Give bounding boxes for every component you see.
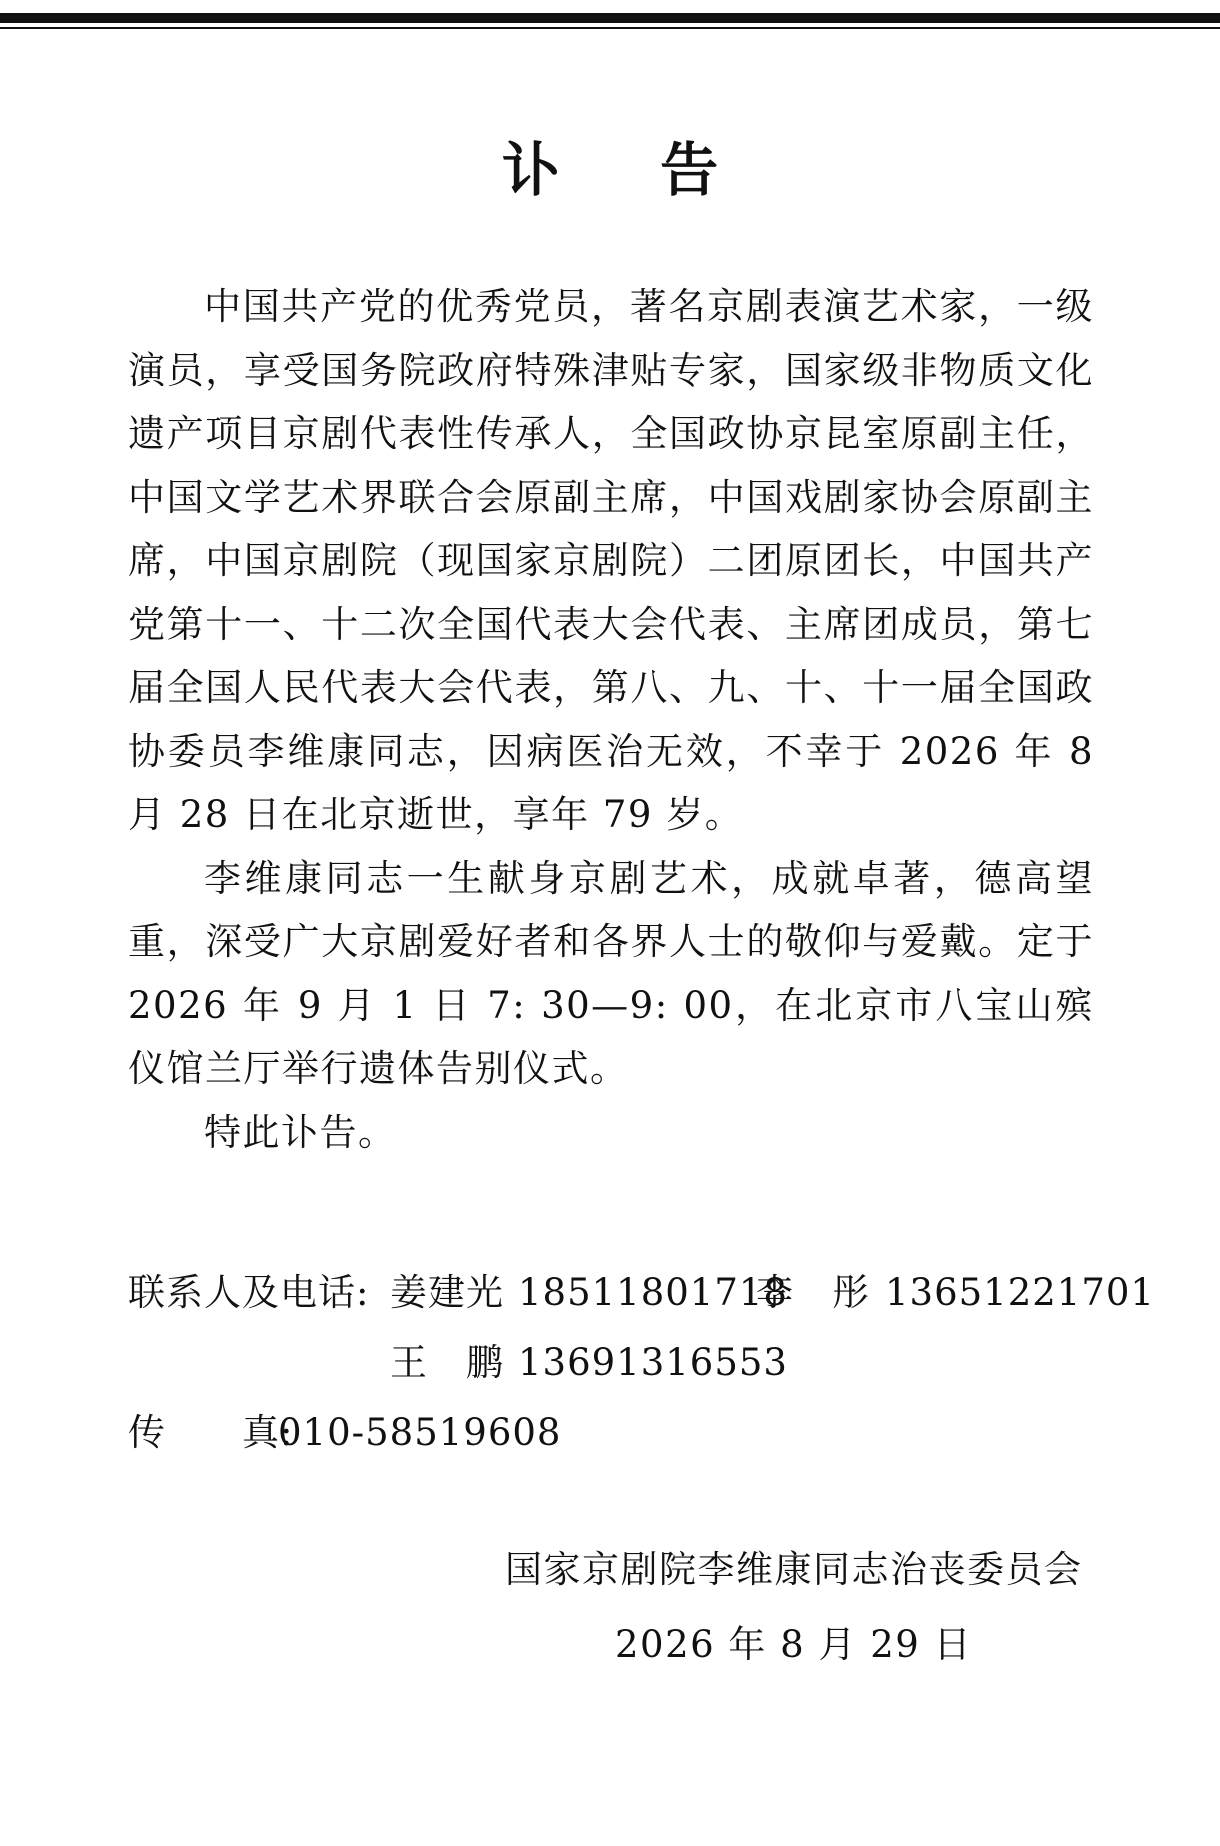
contact-name: 王 鹏 [390, 1341, 504, 1384]
paragraph-closing: 特此讣告。 [204, 1110, 397, 1154]
fax-number: 010-58519608 [278, 1411, 562, 1454]
contact-name: 姜建光 [390, 1271, 504, 1314]
contact-phone: 13651221701 [885, 1271, 1155, 1314]
obituary-body [128, 275, 1094, 1164]
paragraph-announcement: 中国共产党的优秀党员，著名京剧表演艺术家，一级演员，享受国务院政府特殊津贴专家，国家级非物质文化遗产项目京剧代表性传承人，全国政协京昆室原副主任，中国文学艺术界联合会原副主席，中国戏剧家协会原副主席，中国京剧院（现国家京剧院）二团原团长，中国共产党第十一、十二次全国代表大会代表、主席团成员，第七届全国人民代表大会代表，第八、九、十、十一届全国政协委员李维康同志，因病医治无效，不幸于 2026 年 8 月 28 日在北京逝世，享年 79 岁。 [128, 285, 1094, 836]
top-border-rule [0, 13, 1220, 23]
top-border-rule-thin [0, 27, 1220, 29]
contact-row-2 [128, 1328, 1108, 1398]
contact-phone: 13691316553 [518, 1341, 788, 1384]
contact-phone: 18511801718 [518, 1271, 788, 1314]
contacts-label: 联系人及电话: [128, 1271, 370, 1314]
signature-date: 2026 年 8 月 29 日 [615, 1623, 973, 1666]
paragraph-farewell-ceremony: 李维康同志一生献身京剧艺术，成就卓著，德高望重，深受广大京剧爱好者和各界人士的敬仰与爱戴。定于 2026 年 9 月 1 日 7: 30—9: 00，在北京市八宝山殡仪馆兰厅举行遗体告别仪式。 [128, 856, 1094, 1090]
fax-label: 传 真: [128, 1411, 294, 1454]
contact-name: 李 彤 [756, 1271, 870, 1314]
contacts-block [128, 1258, 1155, 1468]
signature-organization: 国家京剧院李维康同志治丧委员会 [505, 1548, 1083, 1591]
contact-row-1 [128, 1258, 1155, 1328]
page-title: 讣 告 [501, 136, 759, 204]
fax-row [128, 1398, 1108, 1468]
